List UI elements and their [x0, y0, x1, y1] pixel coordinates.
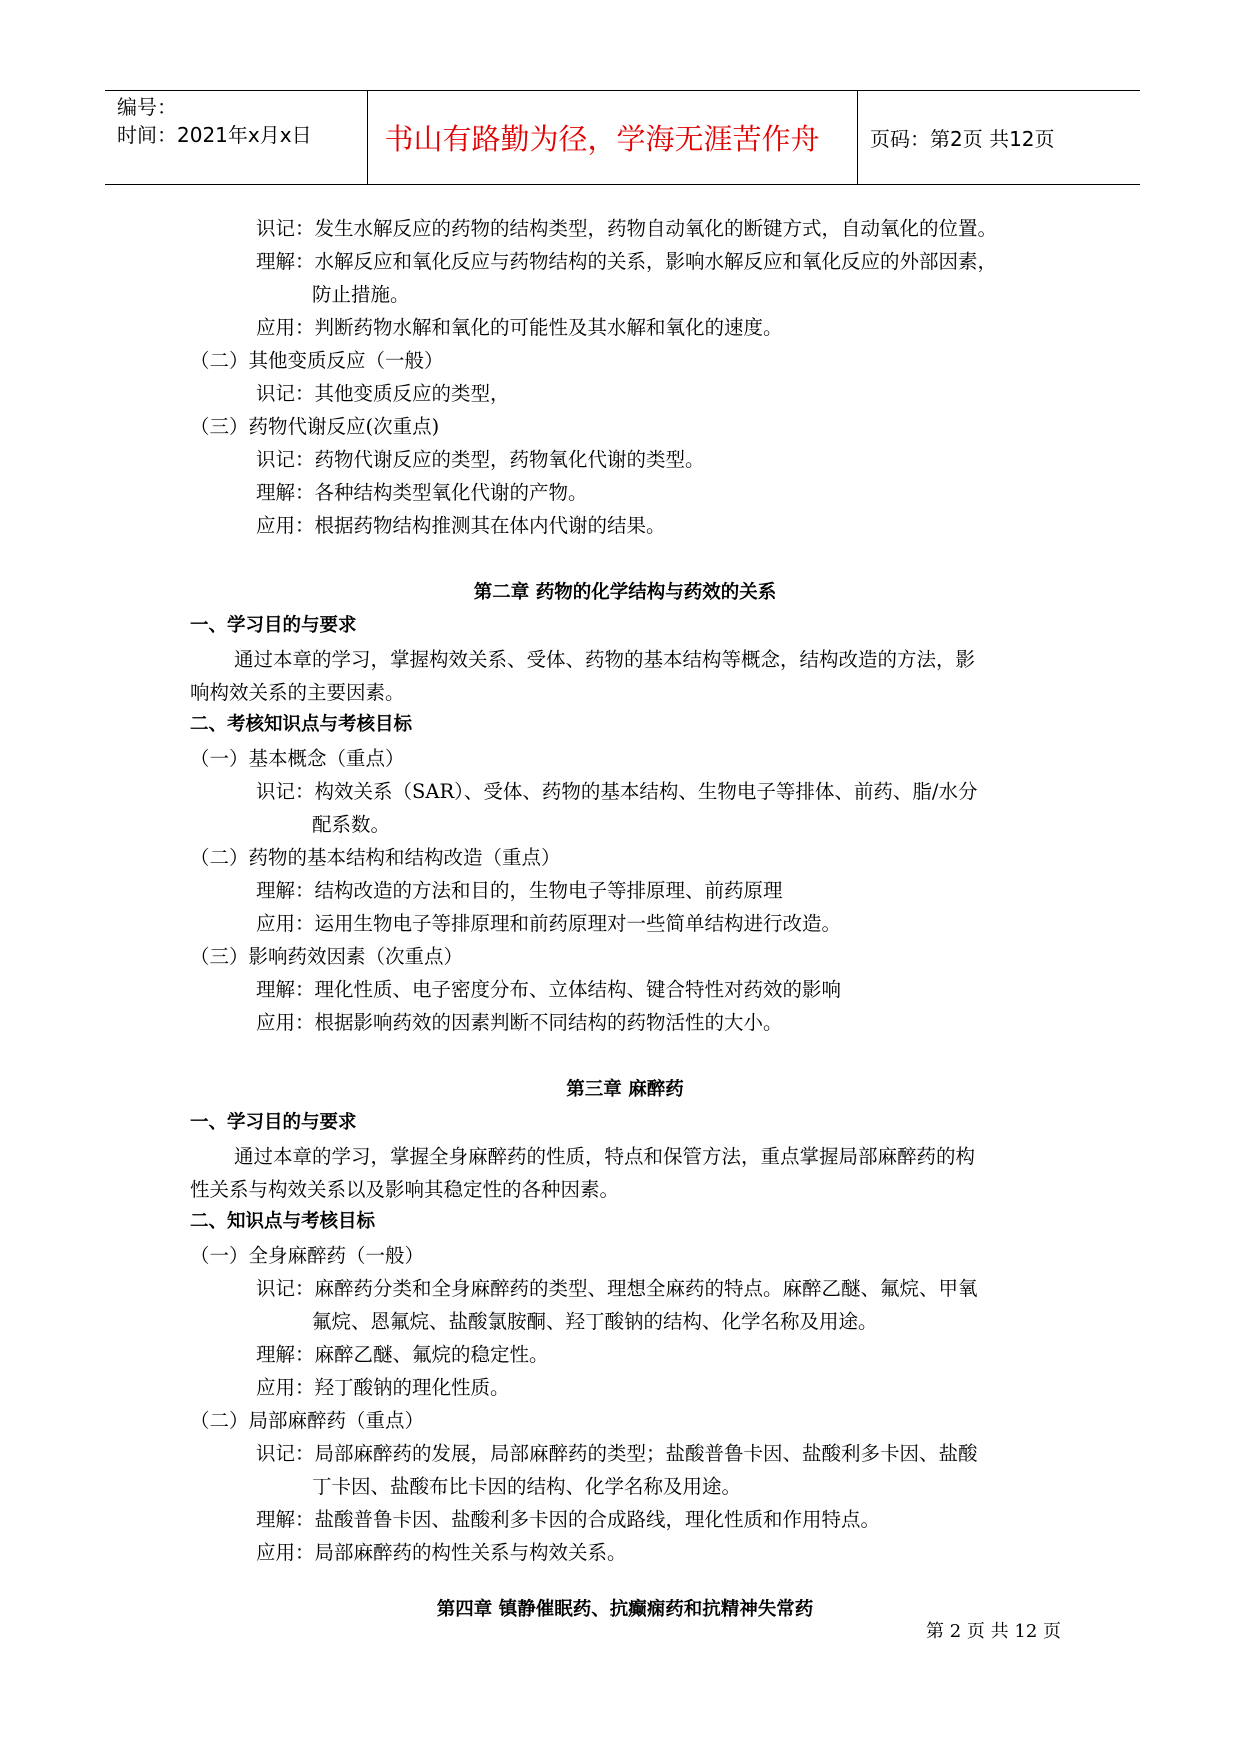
document-time-label: 时间：2021年x月x日	[117, 123, 312, 147]
subsection-heading: 一、学习目的与要求	[190, 1112, 357, 1133]
page-header	[105, 90, 1140, 185]
section-heading: （二）其他变质反应（一般）	[190, 349, 444, 372]
header-divider	[857, 91, 858, 184]
text-line: 识记：发生水解反应的药物的结构类型，药物自动氧化的断键方式，自动氧化的位置。	[256, 217, 998, 240]
section-heading: （一）基本概念（重点）	[190, 747, 405, 770]
text-line: 理解：各种结构类型氧化代谢的产物。	[256, 481, 588, 504]
text-line: 应用：根据影响药效的因素判断不同结构的药物活性的大小。	[256, 1011, 783, 1034]
paragraph-line: 通过本章的学习，掌握构效关系、受体、药物的基本结构等概念，结构改造的方法，影	[234, 648, 976, 671]
text-line: 理解：盐酸普鲁卡因、盐酸利多卡因的合成路线，理化性质和作用特点。	[256, 1508, 881, 1531]
subsection-heading: 二、知识点与考核目标	[190, 1211, 376, 1232]
header-motto: 书山有路勤为径，学海无涯苦作舟	[384, 122, 820, 156]
text-line: 配系数。	[312, 813, 391, 836]
text-line: 应用：羟丁酸钠的理化性质。	[256, 1376, 510, 1399]
text-line: 识记：其他变质反应的类型，	[256, 382, 510, 405]
text-line: 应用：运用生物电子等排原理和前药原理对一些简单结构进行改造。	[256, 912, 842, 935]
text-line: 防止措施。	[312, 283, 410, 306]
text-line: 应用：局部麻醉药的构性关系与构效关系。	[256, 1541, 627, 1564]
section-heading: （三）药物代谢反应(次重点)	[190, 415, 440, 438]
chapter-title: 第二章 药物的化学结构与药效的关系	[473, 582, 777, 603]
text-line: 识记：局部麻醉药的发展，局部麻醉药的类型；盐酸普鲁卡因、盐酸利多卡因、盐酸	[256, 1442, 978, 1465]
section-heading: （二）局部麻醉药（重点）	[190, 1409, 425, 1432]
text-line: 氟烷、恩氟烷、盐酸氯胺酮、羟丁酸钠的结构、化学名称及用途。	[312, 1310, 878, 1333]
subsection-heading: 二、考核知识点与考核目标	[190, 714, 413, 735]
page-footer: 第 2 页 共 12 页	[926, 1621, 1061, 1642]
paragraph-line: 通过本章的学习，掌握全身麻醉药的性质，特点和保管方法，重点掌握局部麻醉药的构	[234, 1145, 976, 1168]
header-page-number: 页码：第2页 共12页	[870, 127, 1055, 151]
text-line: 理解：水解反应和氧化反应与药物结构的关系，影响水解反应和氧化反应的外部因素，	[256, 250, 998, 273]
chapter-title: 第四章 镇静催眠药、抗癫痫药和抗精神失常药	[436, 1599, 814, 1620]
text-line: 理解：麻醉乙醚、氟烷的稳定性。	[256, 1343, 549, 1366]
document-number-label: 编号：	[117, 95, 177, 119]
section-heading: （一）全身麻醉药（一般）	[190, 1244, 425, 1267]
subsection-heading: 一、学习目的与要求	[190, 615, 357, 636]
text-line: 理解：结构改造的方法和目的，生物电子等排原理、前药原理	[256, 879, 783, 902]
text-line: 应用：根据药物结构推测其在体内代谢的结果。	[256, 514, 666, 537]
paragraph-line: 响构效关系的主要因素。	[190, 681, 405, 704]
paragraph-line: 性关系与构效关系以及影响其稳定性的各种因素。	[190, 1178, 620, 1201]
text-line: 应用：判断药物水解和氧化的可能性及其水解和氧化的速度。	[256, 316, 783, 339]
header-meta	[117, 93, 312, 149]
text-line: 识记：麻醉药分类和全身麻醉药的类型、理想全麻药的特点。麻醉乙醚、氟烷、甲氧	[256, 1277, 978, 1300]
chapter-title: 第三章 麻醉药	[566, 1079, 684, 1100]
text-line: 识记：构效关系（SAR）、受体、药物的基本结构、生物电子等排体、前药、脂/水分	[256, 780, 978, 803]
text-line: 理解：理化性质、电子密度分布、立体结构、键合特性对药效的影响	[256, 978, 842, 1001]
text-line: 识记：药物代谢反应的类型，药物氧化代谢的类型。	[256, 448, 705, 471]
text-line: 丁卡因、盐酸布比卡因的结构、化学名称及用途。	[312, 1475, 742, 1498]
section-heading: （三）影响药效因素（次重点）	[190, 945, 464, 968]
section-heading: （二）药物的基本结构和结构改造（重点）	[190, 846, 561, 869]
